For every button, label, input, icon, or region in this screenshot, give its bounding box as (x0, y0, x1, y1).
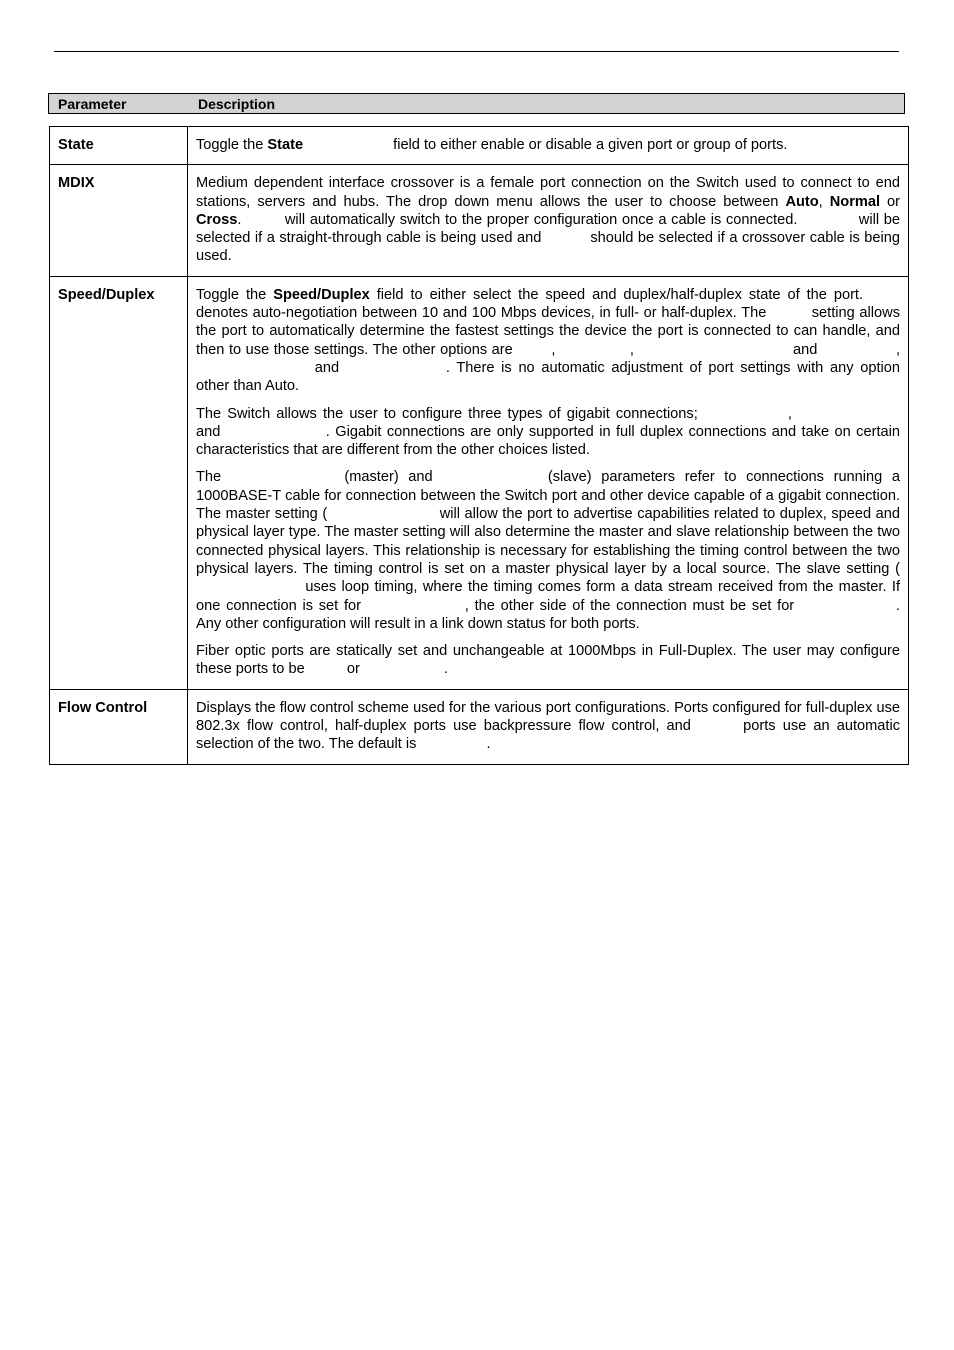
paragraph (196, 468, 900, 633)
header-description: Description (198, 96, 276, 112)
text: , (895, 341, 900, 358)
text: field to either select the speed and duplex/half-duplex state of the port. (369, 286, 871, 303)
text: will allow the port to advertise capabilities related to duplex, speed and physical layer type. The master setting will also determine the master and slave relationship between the two connected physical layers. This relationship is necessary for establishing the timing control between the two physical layers. The timing control is set on a master physical layer by a local source. The slave setting ( (196, 506, 900, 577)
text: denotes auto-negotiation between 10 and 100 Mbps devices, in full- or half-duplex. The (196, 305, 772, 322)
text: uses loop timing, where the timing comes form a data stream received from the master. If one connection is set for (196, 579, 900, 614)
text: The (196, 469, 231, 486)
text: , (629, 341, 639, 358)
text: or (880, 193, 900, 210)
param-name-mdix: MDIX (50, 165, 188, 276)
table-row-mdix (50, 165, 909, 276)
text: The Switch allows the user to configure three types of gigabit connections; (196, 405, 704, 422)
text: Fiber optic ports are statically set and unchangeable at 1000Mbps in Full-Duplex. The user may configure these ports to be (196, 643, 900, 678)
paragraph (196, 286, 900, 396)
text: and (196, 423, 226, 440)
text: . Any other configuration will result in a link down status for both ports. (196, 597, 900, 632)
text: , the other side of the connection must be set for (464, 597, 800, 614)
param-name-speed-duplex: Speed/Duplex (50, 276, 188, 689)
param-name-flow-control: Flow Control (50, 689, 188, 764)
text: Displays the flow control scheme used for the various port configurations. Ports configured for full-duplex use 802.3x flow control, half-duplex ports use backpressure flow control, and (196, 699, 900, 735)
table-row-speed-duplex (50, 276, 909, 689)
bold-term: Speed/Duplex (273, 286, 370, 303)
text: and (308, 359, 346, 376)
text: , (818, 193, 830, 210)
text: Medium dependent interface crossover is a female port connection on the Switch used to connect to end stations, servers and hubs. The drop down menu allows the user to choose between (196, 175, 900, 210)
text: and (788, 341, 822, 358)
text: . (237, 211, 247, 228)
text: or (342, 661, 364, 678)
param-desc-speed-duplex (188, 276, 909, 689)
text: Toggle the (196, 137, 268, 153)
bold-term: Cross (196, 211, 238, 228)
bold-term: Normal (829, 193, 881, 210)
text: . (443, 661, 448, 678)
param-desc-mdix (188, 165, 909, 276)
page-top-rule (54, 51, 899, 52)
table-row-flow-control (50, 689, 909, 764)
param-desc-state (188, 127, 909, 165)
parameter-table (49, 126, 909, 765)
text: . Gigabit connections are only supported in full duplex connections and take on certain characteristics that are different from the other choices listed. (196, 423, 900, 459)
text: . (486, 736, 491, 753)
table-header (48, 93, 905, 114)
text: , (551, 341, 560, 358)
paragraph (196, 405, 900, 460)
text: (slave) parameters refer to connections running a 1000BASE-T cable for connection between the Switch port and other device capable of a gigabit connection. The master setting ( (196, 469, 900, 523)
table-row-state (50, 127, 909, 165)
text: field to either enable or disable a given port or group of ports. (389, 137, 788, 153)
text: will be selected if a straight-through cable is being used and (196, 211, 901, 247)
text: . There is no automatic adjustment of port settings with any option other than Auto. (196, 359, 900, 395)
text: (master) and (334, 469, 443, 486)
paragraph (196, 642, 900, 679)
header-parameter: Parameter (58, 96, 127, 112)
bold-term: State (267, 137, 304, 153)
text: ports use an automatic selection of the two. The default is (196, 718, 900, 753)
text: will automatically switch to the proper configuration once a cable is connected. (280, 211, 803, 228)
bold-term: Auto (785, 193, 819, 210)
text: Toggle the (196, 286, 274, 303)
text: should be selected if a crossover cable is being used. (196, 230, 900, 265)
text: setting allows the port to automatically determine the fastest settings the device the port is connected to can handle, and then to use those settings. The other options are (196, 305, 900, 358)
text: , (787, 405, 798, 422)
param-name-state: State (50, 127, 188, 165)
param-desc-flow-control (188, 689, 909, 764)
